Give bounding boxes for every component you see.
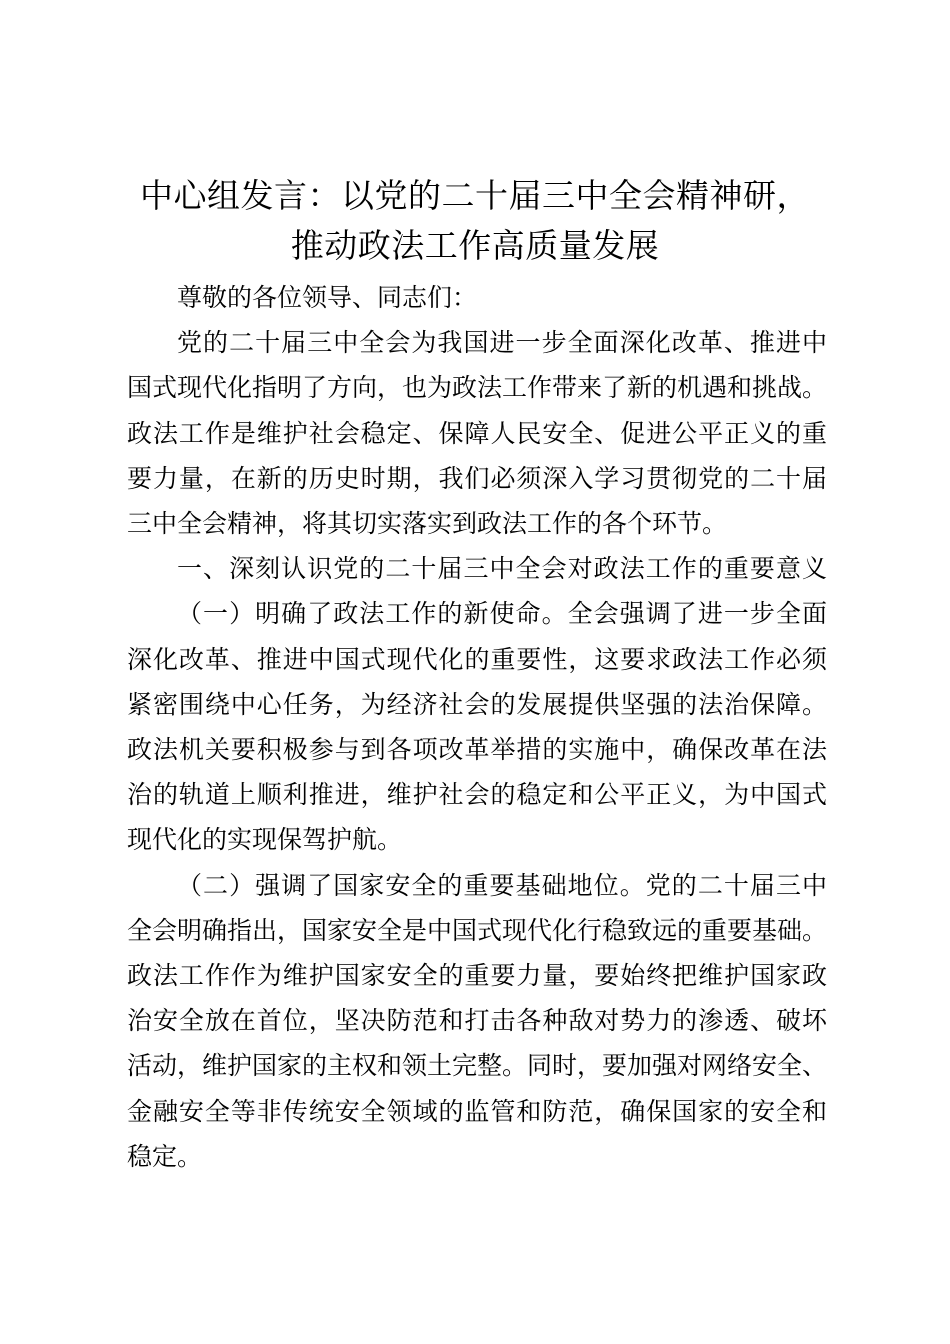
body-line: （二）强调了国家安全的重要基础地位。党的二十届三中 — [177, 870, 827, 900]
body-line: 深化改革、推进中国式现代化的重要性，这要求政法工作必须 — [127, 644, 827, 674]
body-line: 现代化的实现保驾护航。 — [127, 825, 403, 855]
body-line: 三中全会精神，将其切实落实到政法工作的各个环节。 — [127, 509, 728, 538]
body-line: 稳定。 — [127, 1141, 203, 1171]
body-line: 活动，维护国家的主权和领土完整。同时，要加强对网络安全、 — [127, 1051, 828, 1081]
body-line: 政法工作是维护社会稳定、保障人民安全、促进公平正义的重 — [127, 418, 827, 448]
document-title-line-1: 中心组发言：以党的二十届三中全会精神研， — [140, 176, 810, 215]
body-line: 国式现代化指明了方向，也为政法工作带来了新的机遇和挑战。 — [127, 373, 828, 403]
body-line: 要力量，在新的历史时期，我们必须深入学习贯彻党的二十届 — [127, 463, 827, 493]
body-line: 政法机关要积极参与到各项改革举措的实施中，确保改革在法 — [127, 735, 827, 764]
body-line: 全会明确指出，国家安全是中国式现代化行稳致远的重要基础。 — [127, 915, 828, 945]
body-line: 治安全放在首位，坚决防范和打击各种敌对势力的渗透、破坏 — [127, 1006, 827, 1036]
body-line: 紧密围绕中心任务，为经济社会的发展提供坚强的法治保障。 — [127, 689, 827, 719]
body-line: 政法工作作为维护国家安全的重要力量，要始终把维护国家政 — [127, 961, 827, 990]
body-line: 一、深刻认识党的二十届三中全会对政法工作的重要意义 — [177, 554, 827, 584]
body-line: 尊敬的各位领导、同志们： — [177, 283, 478, 312]
document-title-line-2: 推动政法工作高质量发展 — [290, 226, 660, 265]
body-line: 治的轨道上顺利推进，维护社会的稳定和公平正义，为中国式 — [127, 780, 827, 810]
body-line: 党的二十届三中全会为我国进一步全面深化改革、推进中 — [177, 328, 827, 358]
body-line: （一）明确了政法工作的新使命。全会强调了进一步全面 — [177, 599, 827, 629]
body-line: 金融安全等非传统安全领域的监管和防范，确保国家的安全和 — [127, 1096, 827, 1126]
